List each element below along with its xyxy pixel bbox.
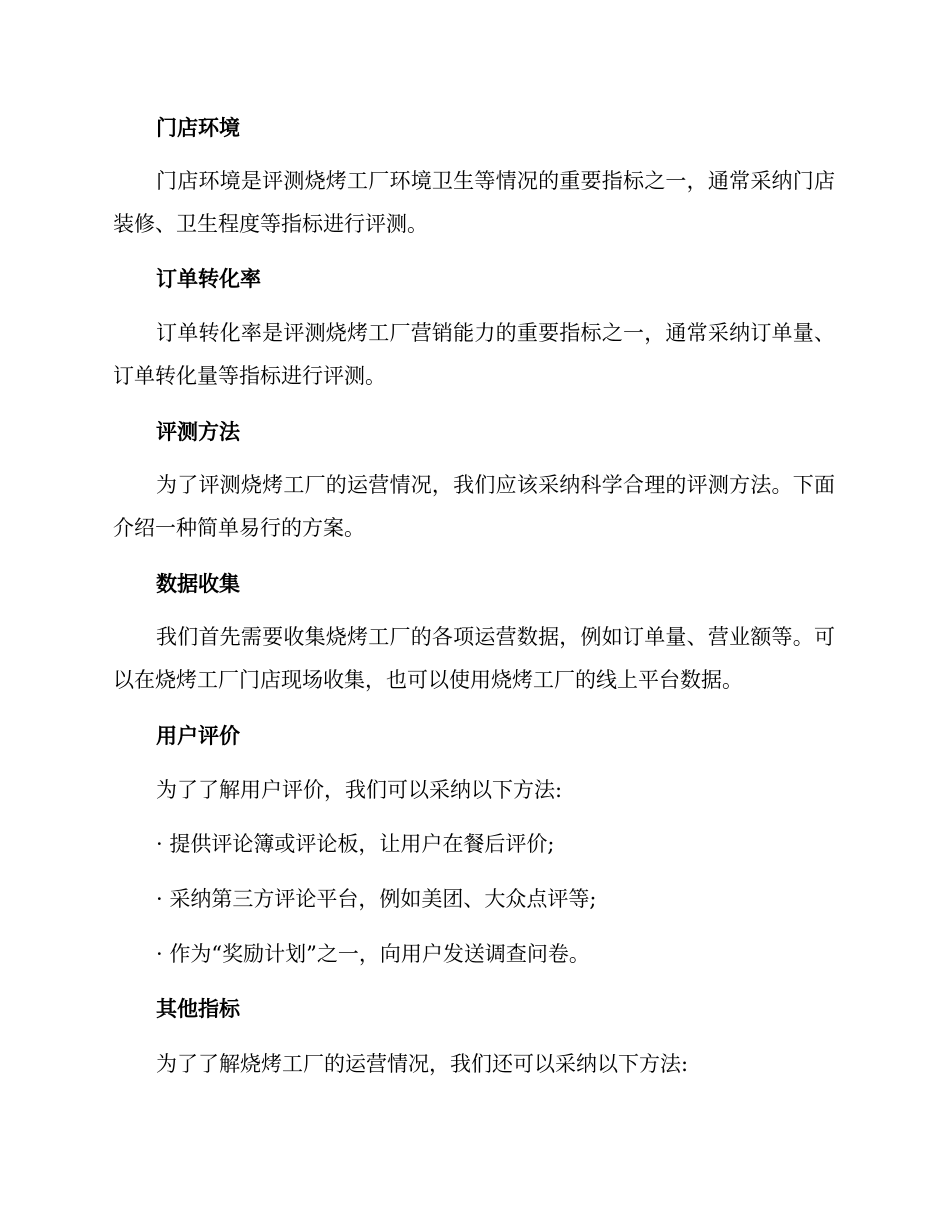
bullet-item: · 采纳第三方评论平台，例如美团、大众点评等;	[156, 887, 597, 911]
section-heading-user-reviews: 用户评价	[156, 724, 240, 748]
section-heading-evaluation-method: 评测方法	[156, 420, 240, 444]
section-paragraph-data-collection: 我们首先需要收集烧烤工厂的各项运营数据，例如订单量、营业额等。可以在烧烤工厂门店现场收集，也可以使用烧烤工厂的线上平台数据。	[113, 625, 835, 692]
section-heading-other-metrics: 其他指标	[156, 997, 240, 1021]
bullet-item: · 提供评论簿或评论板，让用户在餐后评价;	[156, 832, 555, 856]
section-heading-order-conversion: 订单转化率	[156, 267, 261, 291]
bullet-item: · 作为“奖励计划”之一，向用户发送调查问卷。	[156, 942, 590, 966]
section-intro-other-metrics: 为了了解烧烤工厂的运营情况，我们还可以采纳以下方法:	[156, 1052, 689, 1076]
section-paragraph-evaluation-method: 为了评测烧烤工厂的运营情况，我们应该采纳科学合理的评测方法。下面介绍一种简单易行的方案。	[113, 473, 835, 540]
section-heading-data-collection: 数据收集	[156, 572, 240, 596]
section-heading-store-environment: 门店环境	[156, 116, 240, 140]
section-paragraph-order-conversion: 订单转化率是评测烧烤工厂营销能力的重要指标之一，通常采纳订单量、订单转化量等指标进行评测。	[113, 321, 835, 388]
section-paragraph-store-environment: 门店环境是评测烧烤工厂环境卫生等情况的重要指标之一，通常采纳门店装修、卫生程度等指标进行评测。	[113, 169, 835, 236]
section-intro-user-reviews: 为了了解用户评价，我们可以采纳以下方法:	[156, 778, 563, 802]
